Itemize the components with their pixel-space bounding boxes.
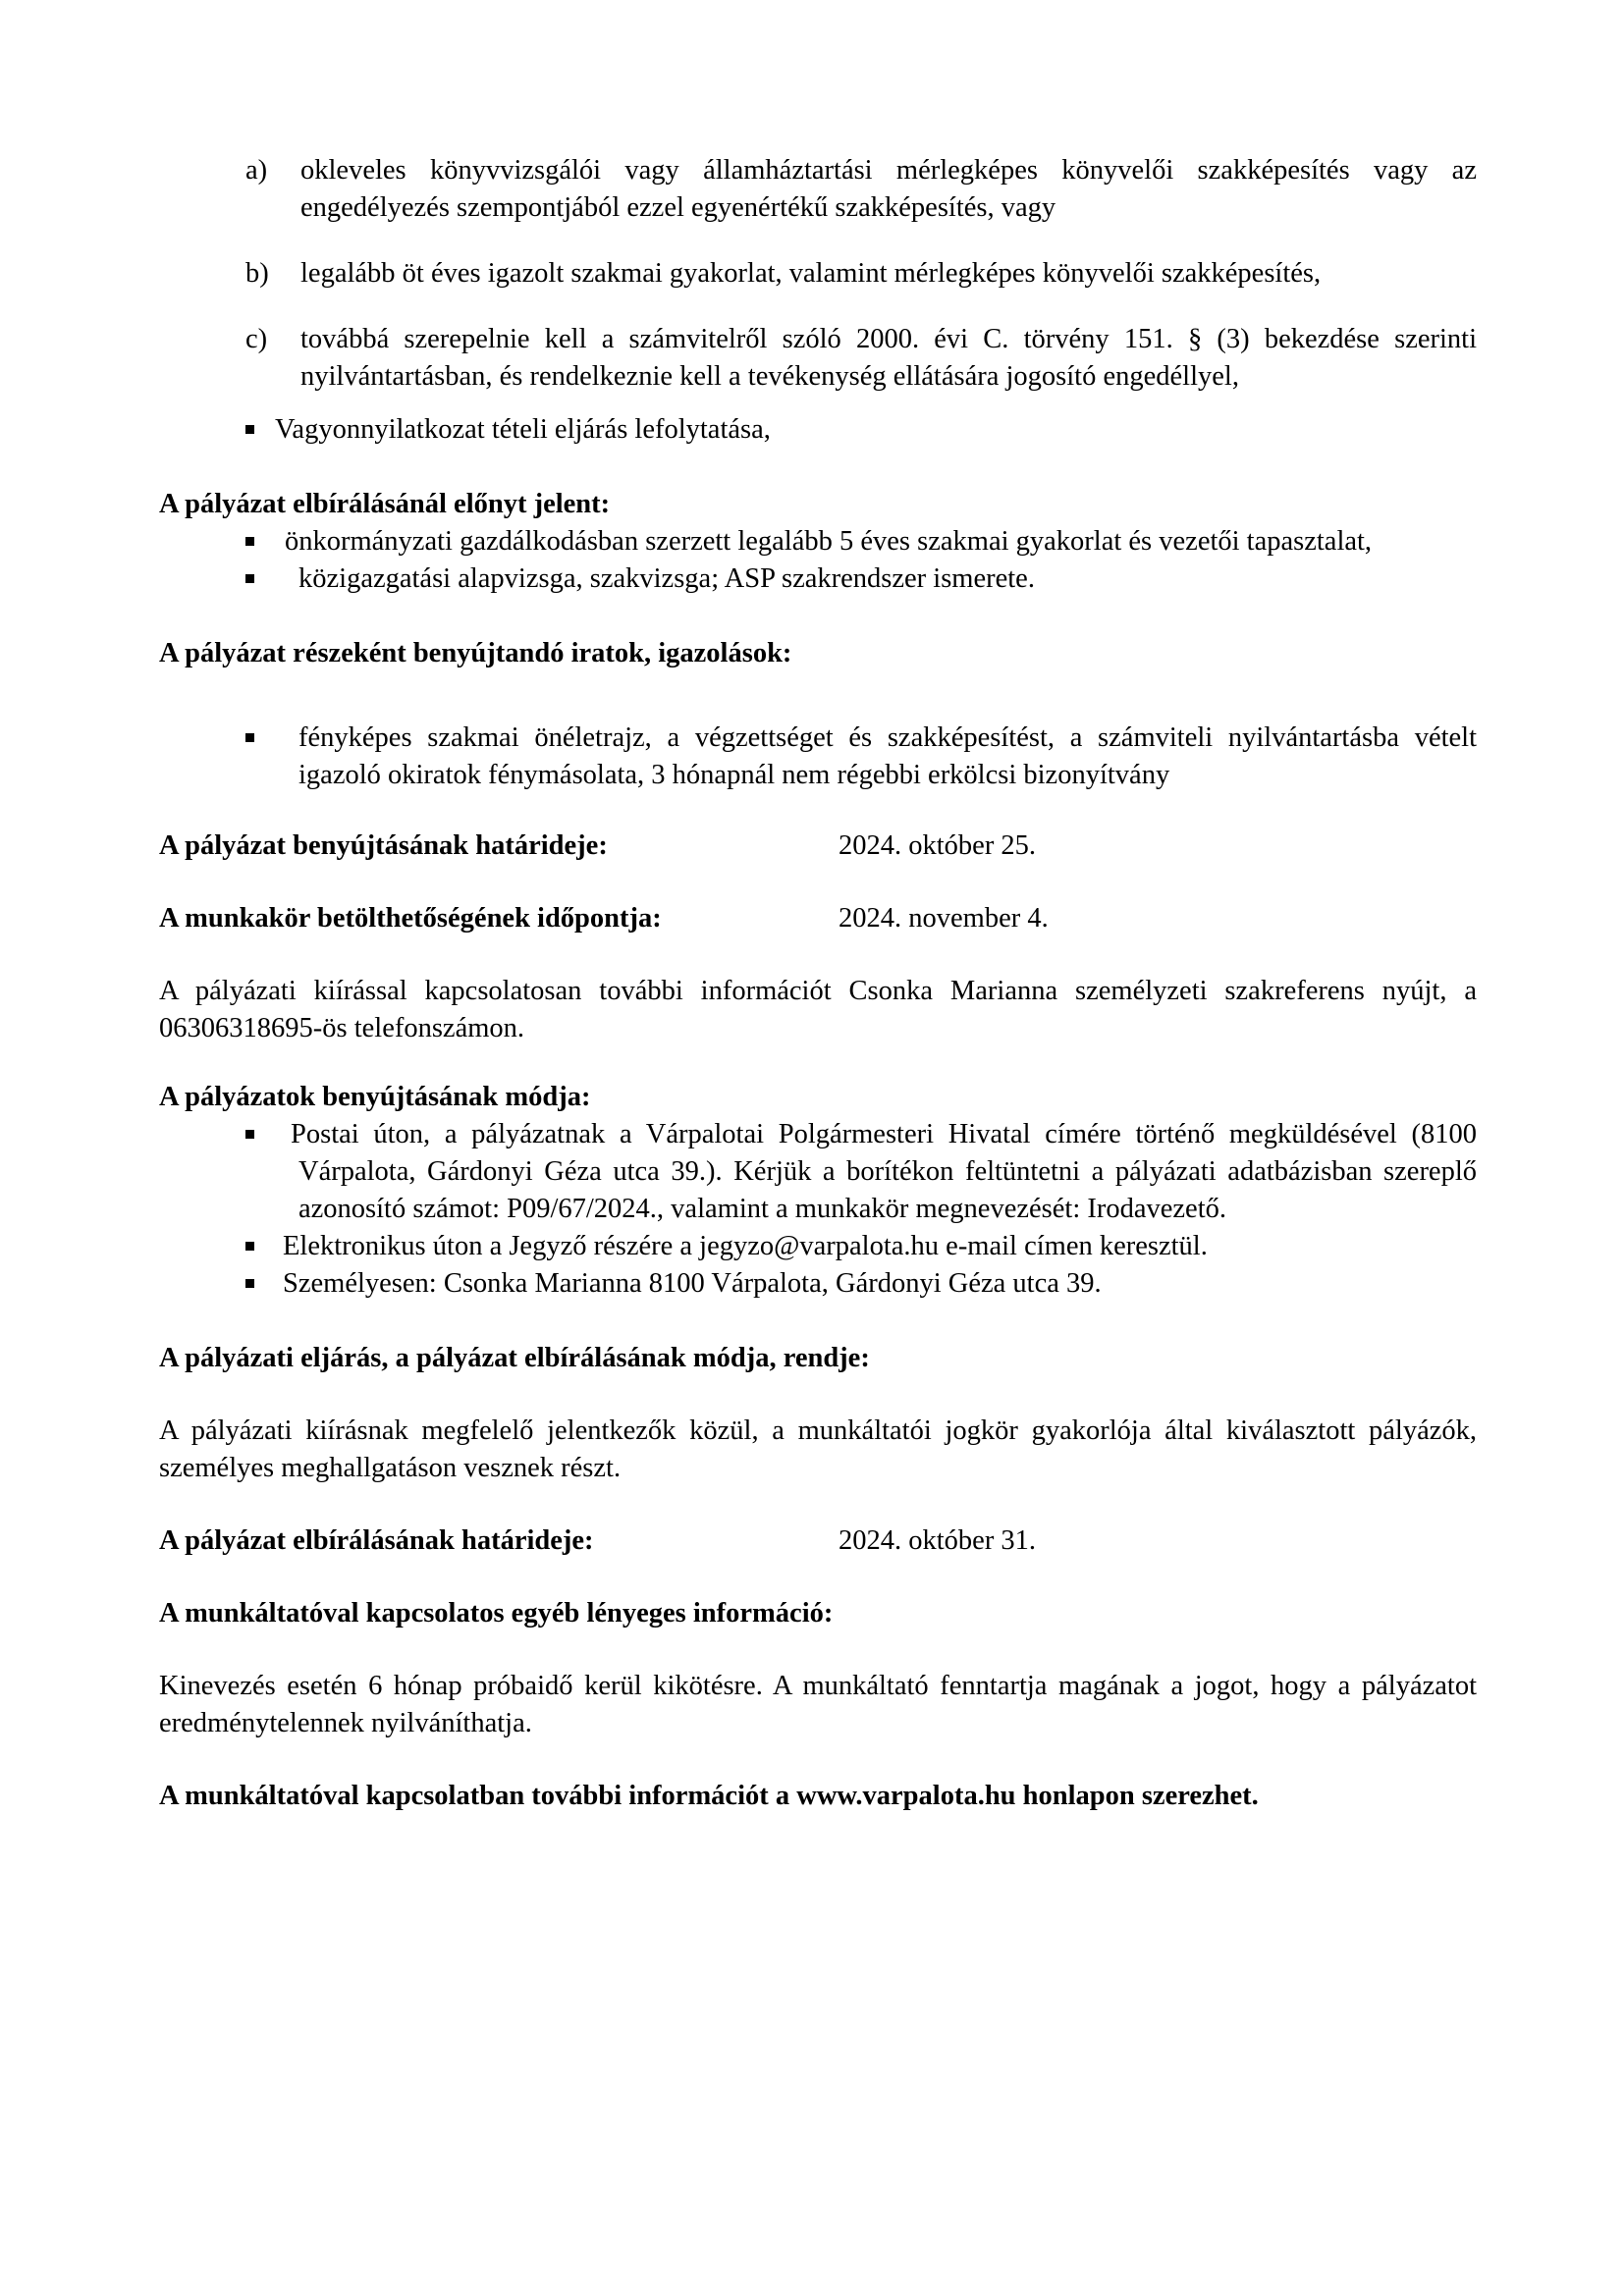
bullet-square-icon: [245, 574, 254, 583]
requirement-c: [245, 321, 1477, 396]
bullet-text: fényképes szakmai önéletrajz, a végzettséget és szakképesítést, a számviteli nyilvántartásba vételt igazoló okiratok fénymásolata, 3 hónapnál nem régebbi erkölcsi bizonyítvány: [298, 722, 1477, 790]
advantage-heading: A pályázat elbírálásánál előnyt jelent:: [159, 489, 611, 519]
requirement-b: [245, 255, 1477, 293]
field-label: A pályázat elbírálásának határideje:: [159, 1525, 594, 1556]
bullet-text: közigazgatási alapvizsga, szakvizsga; ASP szakrendszer ismerete.: [298, 563, 1035, 594]
start-date-row: [159, 900, 1477, 937]
field-value: 2024. november 4.: [839, 903, 1049, 934]
bullet-text: Vagyonnyilatkozat tételi eljárás lefolytatása,: [275, 414, 771, 445]
asset-declaration-item: [159, 411, 1477, 449]
decision-deadline-row: [159, 1522, 1477, 1560]
advantage-item: [159, 523, 1477, 561]
bullet-text: Elektronikus úton a Jegyző részére a jegyzo@varpalota.hu e-mail címen keresztül.: [283, 1231, 1208, 1261]
documents-heading: A pályázat részeként benyújtandó iratok, igazolások:: [159, 638, 792, 668]
bullet-square-icon: [245, 537, 254, 546]
submission-item-post: [159, 1116, 1477, 1228]
field-value: 2024. október 25.: [839, 830, 1037, 861]
contact-paragraph: A pályázati kiírással kapcsolatosan további információt Csonka Marianna személyzeti szakreferens nyújt, a 06306318695-ös telefonszámon.: [159, 976, 1477, 1043]
requirement-text: legalább öt éves igazolt szakmai gyakorlat, valamint mérlegképes könyvelői szakképesítés,: [300, 258, 1322, 289]
advantage-item: [159, 561, 1477, 598]
submission-heading: A pályázatok benyújtásának módja:: [159, 1082, 591, 1112]
bullet-square-icon: [245, 425, 254, 434]
bullet-square-icon: [245, 733, 254, 742]
bullet-text: önkormányzati gazdálkodásban szerzett legalább 5 éves szakmai gyakorlat és vezetői tapasztalat,: [285, 526, 1373, 557]
bullet-text: Postai úton, a pályázatnak a Várpalotai Polgármesteri Hivatal címére történő megküldésével (8100 Várpalota, Gárdonyi Géza utca 39.). Kérjük a borítékon feltüntetni a pályázati adatbázisban szereplő azonosító számot: P09/67/2024., valamint a munkakör megnevezését: Irodavezető.: [291, 1119, 1477, 1224]
employer-info-paragraph: Kinevezés esetén 6 hónap próbaidő kerül kikötésre. A munkáltató fenntartja magának a jogot, hogy a pályázatot eredménytelennek nyilváníthatja.: [159, 1671, 1477, 1738]
bullet-square-icon: [245, 1130, 254, 1139]
list-marker: a): [245, 155, 268, 186]
requirement-text: továbbá szerepelnie kell a számvitelről szóló 2000. évi C. törvény 151. § (3) bekezdése szerinti nyilvántartásban, és rendelkeznie kell a tevékenység ellátására jogosító engedéllyel,: [300, 324, 1477, 392]
list-marker: c): [245, 324, 268, 354]
bullet-square-icon: [245, 1279, 254, 1288]
list-marker: b): [245, 258, 269, 289]
closing-statement: A munkáltatóval kapcsolatban további információt a www.varpalota.hu honlapon szerezhet.: [159, 1781, 1259, 1811]
documents-item: [159, 720, 1477, 794]
field-label: A pályázat benyújtásának határideje:: [159, 830, 608, 861]
bullet-square-icon: [245, 1242, 254, 1251]
procedure-paragraph: A pályázati kiírásnak megfelelő jelentkezők közül, a munkáltatói jogkör gyakorlója által kiválasztott pályázók, személyes meghallgatáson vesznek részt.: [159, 1415, 1477, 1483]
submission-item-personal: [159, 1265, 1477, 1303]
field-value: 2024. október 31.: [839, 1525, 1037, 1556]
document-page: [159, 152, 1477, 1815]
bullet-text: Személyesen: Csonka Marianna 8100 Várpalota, Gárdonyi Géza utca 39.: [283, 1268, 1102, 1299]
requirement-text: okleveles könyvvizsgálói vagy államháztartási mérlegképes könyvelői szakképesítés vagy az engedélyezés szempontjából ezzel egyenértékű szakképesítés, vagy: [300, 155, 1477, 223]
submission-item-email: [159, 1228, 1477, 1265]
field-label: A munkakör betölthetőségének időpontja:: [159, 903, 662, 934]
submission-deadline-row: [159, 828, 1477, 865]
requirement-a: [245, 152, 1477, 227]
employer-info-heading: A munkáltatóval kapcsolatos egyéb lényeges információ:: [159, 1598, 834, 1629]
procedure-heading: A pályázati eljárás, a pályázat elbírálásának módja, rendje:: [159, 1343, 870, 1373]
